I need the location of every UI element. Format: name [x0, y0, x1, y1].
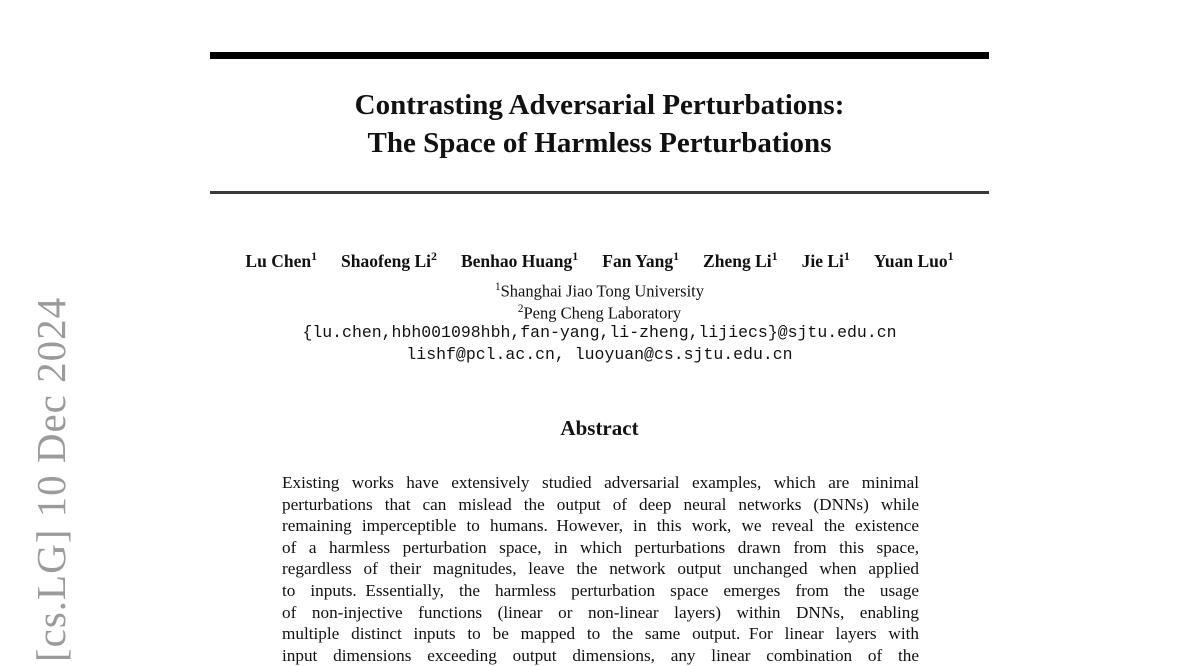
affiliation-mark: 2 — [517, 303, 524, 315]
abstract-line: multiple distinct inputs to be mapped to the same output. For linear layers with — [282, 624, 919, 644]
affiliation-2 — [210, 299, 989, 324]
author-text: Jie Li — [801, 250, 844, 271]
author-line — [210, 245, 989, 272]
abstract-heading: Abstract — [560, 416, 639, 440]
author-name — [245, 251, 317, 271]
abstract-line: of non-injective functions (linear or non-linear layers) within DNNs, enabling — [282, 602, 919, 622]
abstract-line: remaining imperceptible to humans. However, in this work, we reveal the existence — [282, 516, 919, 536]
abstract-line: perturbations that can mislead the output of deep neural networks (DNNs) while — [282, 494, 919, 514]
author-affiliation-mark: 1 — [843, 249, 850, 263]
author-affiliation-mark: 1 — [771, 249, 778, 263]
author-name — [874, 251, 954, 271]
author-affiliation-mark: 1 — [947, 249, 954, 263]
abstract-text — [282, 472, 919, 666]
abstract-line: Existing works have extensively studied adversarial examples, which are minimal — [282, 473, 919, 492]
paper-title-line1: Contrasting Adversarial Perturbations: — [354, 89, 845, 121]
author-name — [703, 251, 778, 271]
title-rule — [210, 191, 989, 194]
author-affiliation-mark: 2 — [430, 249, 437, 263]
author-text: Shaofeng Li — [341, 250, 431, 271]
affiliation-text: Shanghai Jiao Tong University — [500, 281, 704, 301]
abstract-line: regardless of their magnitudes, leave the network output unchanged when applied — [282, 559, 919, 579]
author-text: Zheng Li — [703, 250, 772, 271]
affiliation-text: Peng Cheng Laboratory — [523, 303, 682, 323]
email-line-2: lishf@pcl.ac.cn, luoyuan@cs.sjtu.edu.cn — [406, 345, 793, 364]
email-line-1: {lu.chen,hbh001098hbh,fan-yang,li-zheng,lijiecs}@sjtu.edu.cn — [302, 323, 897, 342]
abstract-line: to inputs. Essentially, the harmless perturbation space emerges from the usage — [282, 580, 919, 600]
author-name — [341, 251, 437, 271]
top-rule — [210, 52, 989, 59]
affiliation-1 — [210, 277, 989, 302]
author-name — [461, 251, 578, 271]
author-text: Fan Yang — [602, 250, 674, 271]
author-name — [802, 251, 850, 271]
arxiv-watermark: [cs.LG] 10 Dec 2024 — [28, 296, 74, 662]
abstract-line: input dimensions exceeding output dimensions, any linear combination of the — [282, 645, 919, 665]
author-text: Lu Chen — [245, 250, 312, 271]
paper-title-line2: The Space of Harmless Perturbations — [367, 127, 832, 159]
affiliation-mark: 1 — [494, 281, 501, 293]
author-text: Benhao Huang — [460, 250, 573, 271]
paper-title — [210, 86, 989, 162]
abstract-line: of a harmless perturbation space, in which perturbations drawn from this space, — [282, 537, 919, 557]
author-name — [602, 251, 679, 271]
author-affiliation-mark: 1 — [673, 249, 680, 263]
author-text: Yuan Luo — [873, 250, 948, 271]
author-affiliation-mark: 1 — [572, 249, 579, 263]
author-affiliation-mark: 1 — [311, 249, 318, 263]
